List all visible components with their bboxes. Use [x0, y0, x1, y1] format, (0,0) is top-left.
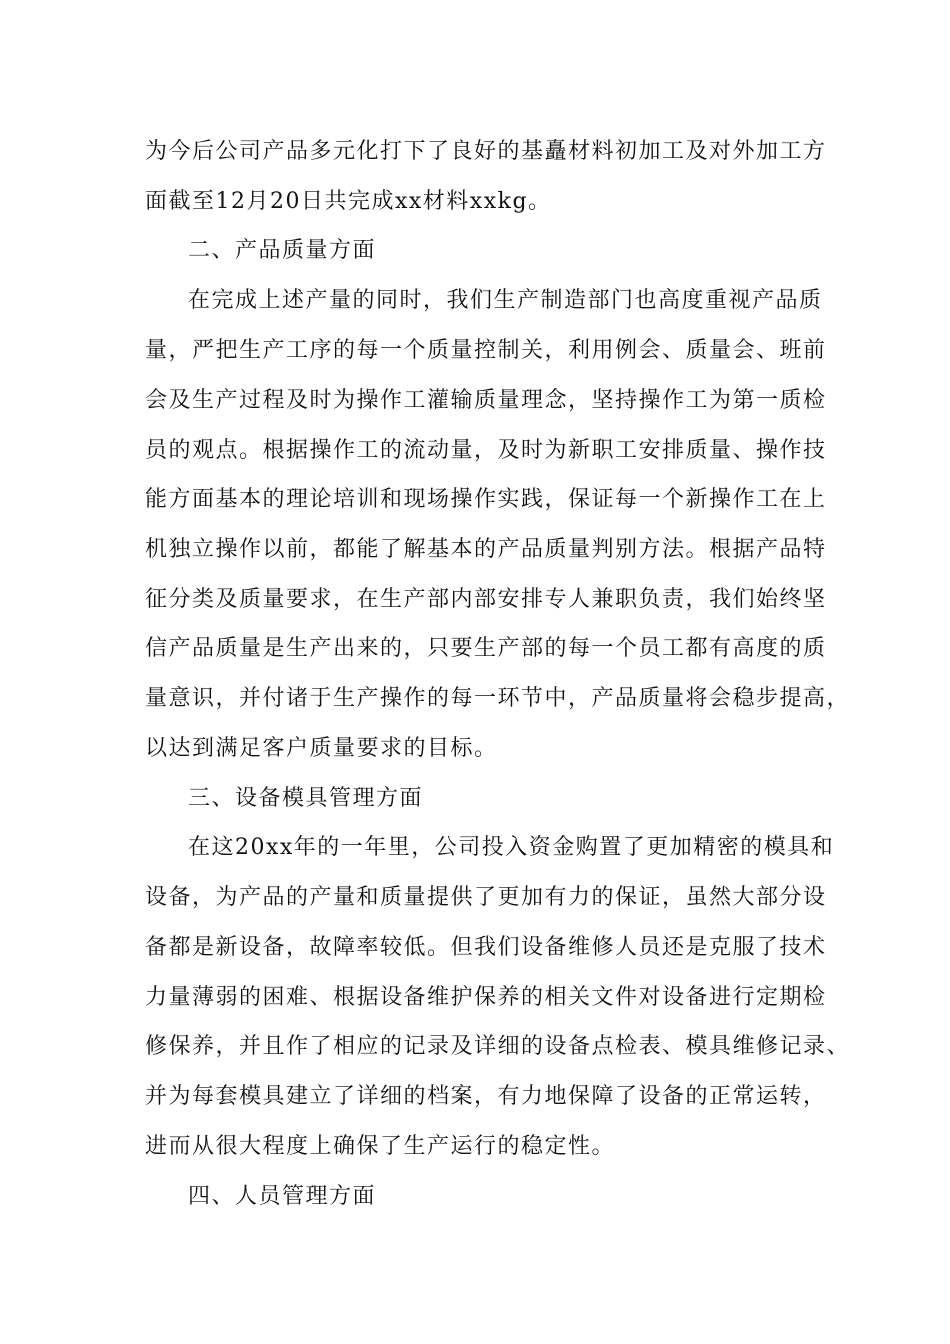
- body-text-line: 能方面基本的理论培训和现场操作实践，保证每一个新操作工在上: [145, 487, 827, 512]
- body-text-line: 设备，为产品的产量和质量提供了更加有力的保证，虽然大部分设: [145, 885, 827, 910]
- body-text-line: 信产品质量是生产出来的，只要生产部的每一个员工都有高度的质: [145, 636, 827, 661]
- body-text-line: 会及生产过程及时为操作工灌输质量理念，坚持操作工为第一质检: [145, 388, 827, 413]
- body-text-line: 面截至12月20日共完成xx材料xxkg。: [145, 189, 552, 214]
- body-text-line: 备都是新设备，故障率较低。但我们设备维修人员还是克服了技术: [145, 935, 827, 960]
- body-text-line: 征分类及质量要求，在生产部内部安排专人兼职负责，我们始终坚: [145, 587, 827, 612]
- section-heading-quality: 二、产品质量方面: [188, 238, 377, 263]
- body-text-line: 以达到满足客户质量要求的目标。: [145, 736, 498, 761]
- body-text-line: 量意识，并付诸于生产操作的每一环节中，产品质量将会稳步提高，: [145, 686, 851, 711]
- section-heading-equipment: 三、设备模具管理方面: [188, 786, 424, 811]
- body-text-line: 机独立操作以前，都能了解基本的产品质量判别方法。根据产品特: [145, 537, 827, 562]
- body-text-line: 员的观点。根据操作工的流动量，及时为新职工安排质量、操作技: [145, 438, 827, 463]
- body-text-line: 为今后公司产品多元化打下了良好的基矗材料初加工及对外加工方: [145, 139, 827, 164]
- paragraph-first-line: 在完成上述产量的同时，我们生产制造部门也高度重视产品质: [188, 288, 823, 313]
- body-text-line: 修保养，并且作了相应的记录及详细的设备点检表、模具维修记录、: [145, 1034, 851, 1059]
- body-text-line: 量，严把生产工序的每一个质量控制关，利用例会、质量会、班前: [145, 338, 827, 363]
- paragraph-first-line: 在这20xx年的一年里，公司投入资金购置了更加精密的模具和: [188, 835, 835, 860]
- body-text-line: 进而从很大程度上确保了生产运行的稳定性。: [145, 1134, 616, 1159]
- section-heading-personnel: 四、人员管理方面: [188, 1184, 377, 1209]
- body-text-line: 力量薄弱的困难、根据设备维护保养的相关文件对设备进行定期检: [145, 985, 827, 1010]
- body-text-line: 并为每套模具建立了详细的档案，有力地保障了设备的正常运转，: [145, 1084, 827, 1109]
